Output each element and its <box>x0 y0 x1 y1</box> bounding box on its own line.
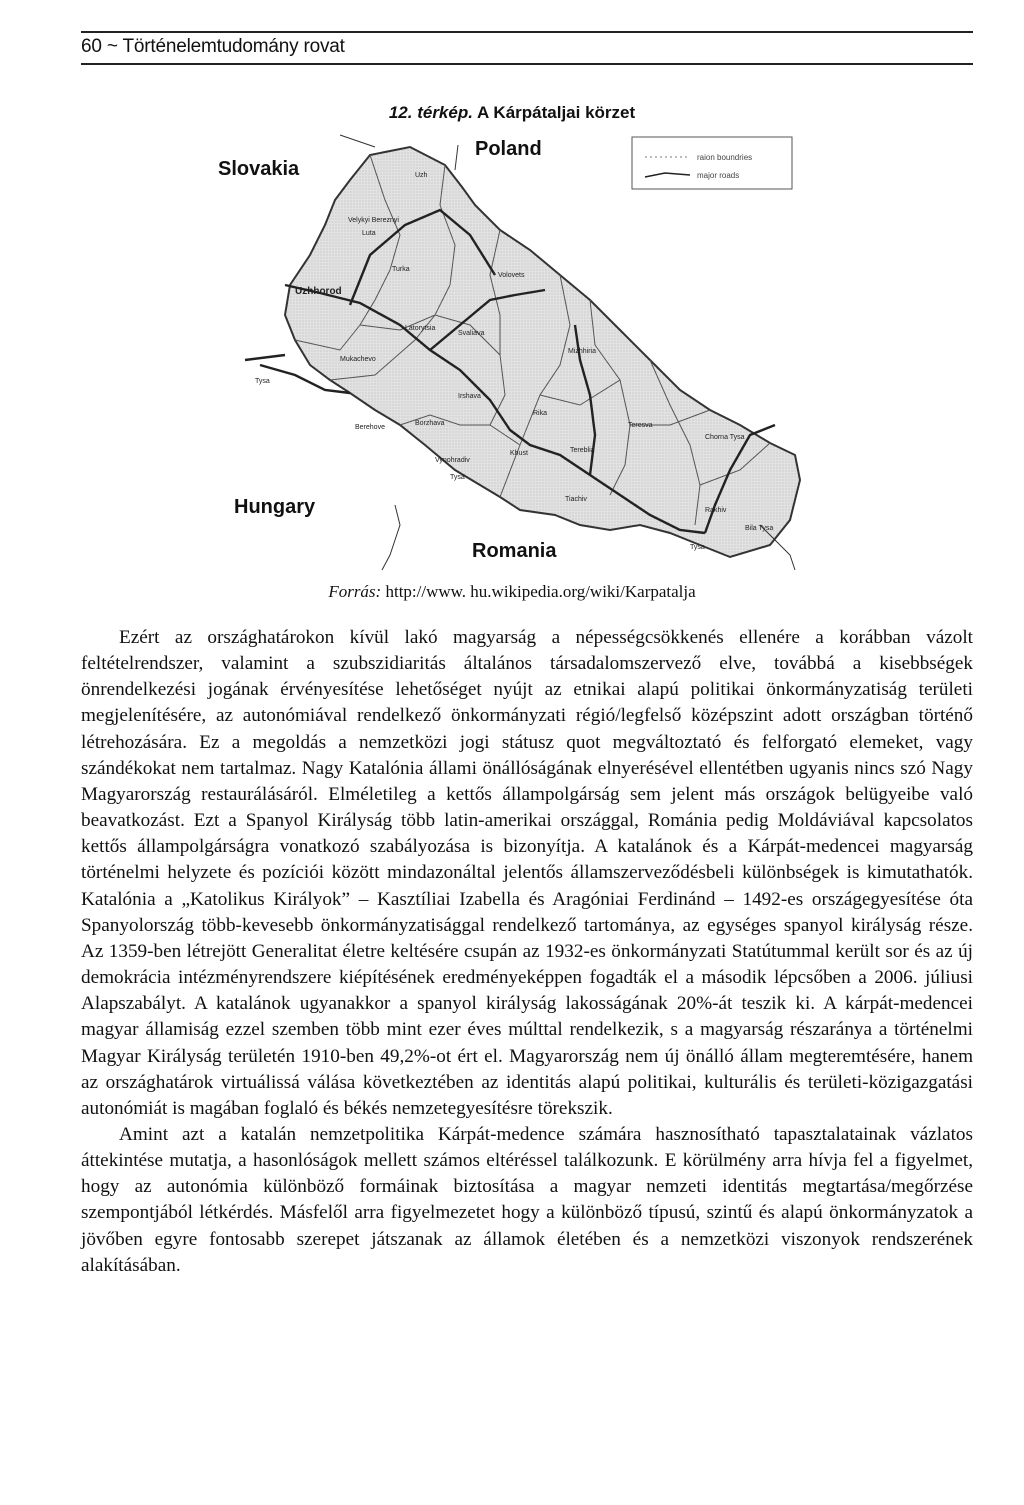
map-title-number: 12. térkép. <box>388 103 473 122</box>
country-label-poland: Poland <box>475 138 542 160</box>
town-volovets: Volovets <box>498 272 525 279</box>
town-bila-tysa: Bila Tysa <box>745 525 774 532</box>
header-rule-bottom <box>81 63 973 65</box>
town-velykyi-bereznyi: Velykyi Bereznyi <box>348 217 399 224</box>
body-text <box>81 625 973 1279</box>
town-luta: Luta <box>362 230 376 237</box>
town-rakhiv: Rakhiv <box>705 507 727 514</box>
legend-raion-boundaries: raion boundries <box>697 153 753 162</box>
town-svaliava: Svaliava <box>458 330 485 337</box>
source-label: Forrás: <box>328 582 382 601</box>
town-chorna-tysa: Chorna Tysa <box>705 434 745 441</box>
town-turka: Turka <box>392 266 410 273</box>
town-vynohradiv: Vynohradiv <box>435 457 470 464</box>
map-title <box>0 103 1024 123</box>
region-shape <box>285 147 800 557</box>
transcarpathia-map <box>200 125 820 580</box>
town-borzhava: Borzhava <box>415 420 445 427</box>
header-separator: ~ <box>106 36 118 57</box>
legend-major-roads: major roads <box>697 171 740 180</box>
country-label-slovakia: Slovakia <box>218 158 300 180</box>
town-mizhhiria: Mizhhiria <box>568 348 597 355</box>
map-figure <box>200 125 820 580</box>
paragraph-1: Ezért az országhatárokon kívül lakó magyarság a népességcsökkenés ellenére a korábban vázolt feltételrendszer, valamint a szubszidiaritás általános társadalomszervező elve, továbbá a kisebbségek önrendelkezési jogának érvényesítése lehetőséget nyújt az etnikai alapú politikai önkormányzatiság területi megjelenítésére, az autonómiával rendelkező önkormányzati régió/legfelső középszint adott országban történő létrehozására. Ez a megoldás a nemzetközi jogi státusz quot megváltoztató és felforgató elemeket, vagy szándékokat nem tartalmaz. Nagy Katalónia állami önállóságának elnyerésével ellentétben ugyanis nincs szó Nagy Magyarország restaurálásáról. Elméletileg a kettős állampolgárság sem jelent más országok belügyeibe való beavatkozást. Ezt a Spanyol Királyság több latin-amerikai országgal, Románia pedig Moldáviával kapcsolatos kettős állampolgárságra vonatkozó szabályozása is bizonyítja. A katalánok és a Kárpát-medencei magyarság történelmi helyzete és pozíciói között mindazonáltal jelentős államszerveződésbeli különbségek is kimutathatók. Katalónia a „Katolikus Királyok” – Kasztíliai Izabella és Aragóniai Ferdinánd – 1492-es országegyesítése óta Spanyolország több-kevesebb önkormányzatisággal rendelkező tartománya, az egységes spanyol királyság része. Az 1359-ben létrejött Generalitat életre keltésére csupán az 1932-es önkormányzati Statútummal került sor és az új demokrácia intézményrendszere kiépítésének eredményeképpen fogadták el a második lépcsőben a 2006. júliusi Alapszabályt. A katalánok ugyanakkor a spanyol királyság lakosságának 20%-át teszik ki. A kárpát-medencei magyar államiság ezzel szemben több mint ezer éves múlttal rendelkezik, s a magyarság részaránya a történelmi Magyar Királyság területén 1910-ben 49,2%-ot ért el. Magyarország nem új önálló állam megteremtésére, hanem az országhatárok virtuálissá válása következtében az identitás alapú politikai, kulturális és területi-közigazgatási autonómiát is magában foglaló és békés nemzetegyesítésre törekszik. <box>81 627 973 1119</box>
map-source <box>0 582 1024 602</box>
section-title: Történelemtudomány rovat <box>122 36 345 57</box>
running-head <box>81 36 973 58</box>
map-title-text: A Kárpátaljai körzet <box>477 103 636 122</box>
town-uzhhorod: Uzhhorod <box>295 286 342 297</box>
town-tysa-south: Tysa <box>450 474 465 481</box>
town-tysa-east: Tysa <box>690 544 705 551</box>
source-url: http://www. hu.wikipedia.org/wiki/Karpatalja <box>385 582 696 601</box>
header-rule-top <box>81 31 973 33</box>
town-rika: Rika <box>533 410 548 417</box>
town-tereblia: Tereblia <box>570 447 595 454</box>
map-legend <box>632 137 792 189</box>
town-uzh: Uzh <box>415 172 428 179</box>
paragraph-2: Amint azt a katalán nemzetpolitika Kárpát-medence számára hasznosítható tapasztalatainak vázlatos áttekintése mutatja, a hasonlóságok mellett számos eltéréssel találkozunk. E körülmény arra hívja fel a figyelmet, hogy az autonómia különböző formáinak biztosítása a magyar nemzeti identitás megtartása/megőrzése szempontjából létkérdés. Másfelől arra figyelmezetet hogy a különböző típusú, szintű és alapú önkormányzatok a jövőben egyre fontosabb szerepet játszanak az államok életében és a nemzetközi viszonyok rendszerének alakításában. <box>81 1123 973 1276</box>
town-latorytsia: Latorytsia <box>405 325 436 332</box>
town-khust: Khust <box>510 450 528 457</box>
town-tiachiv: Tiachiv <box>565 496 587 503</box>
country-label-hungary: Hungary <box>234 496 316 518</box>
town-berehove: Berehove <box>355 424 385 431</box>
town-tysa-west: Tysa <box>255 378 270 385</box>
town-mukachevo: Mukachevo <box>340 356 376 363</box>
country-label-romania: Romania <box>472 540 557 562</box>
page-number: 60 <box>81 36 102 57</box>
town-irshava: Irshava <box>458 393 481 400</box>
town-teresva: Teresva <box>628 422 653 429</box>
